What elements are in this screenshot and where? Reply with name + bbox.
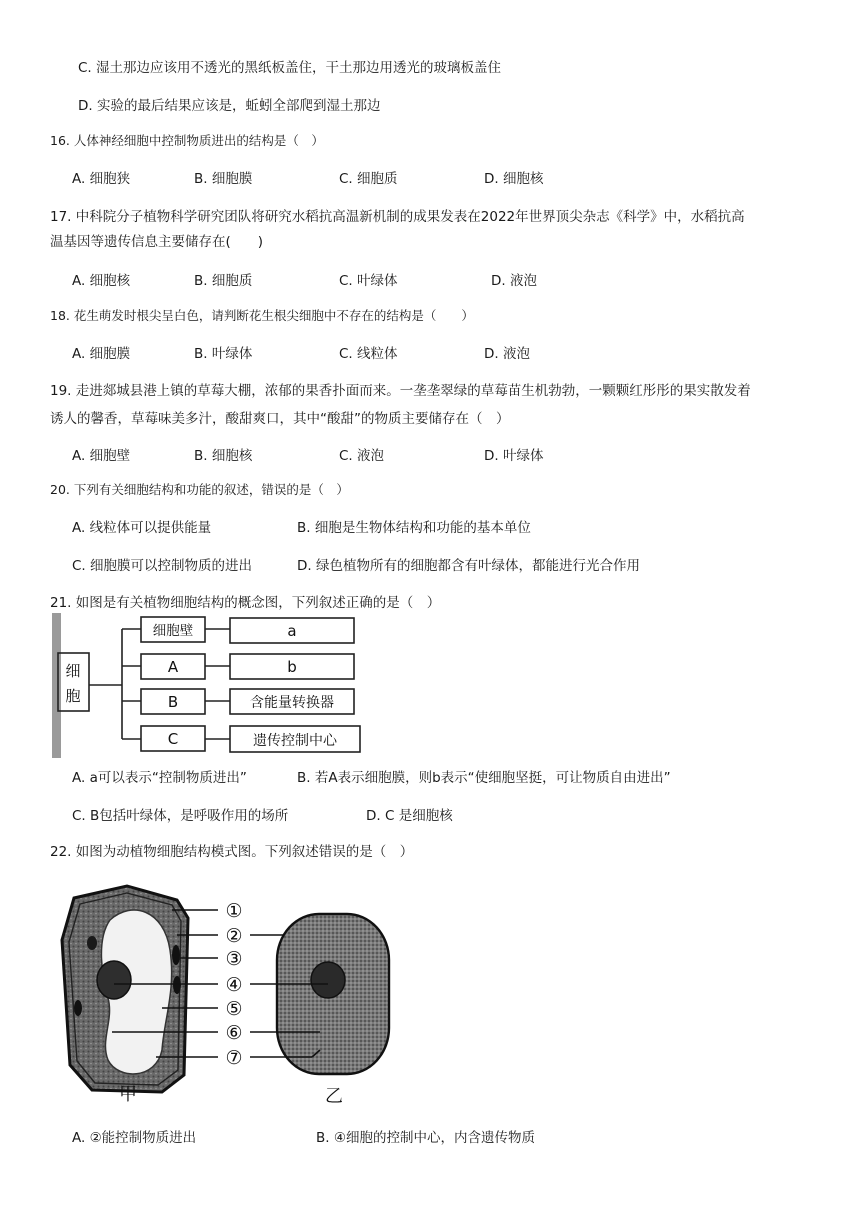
q16-stem: 16. 人体神经细胞中控制物质进出的结构是（ ）	[50, 133, 324, 148]
q16-option-b: B. 细胞膜	[194, 171, 253, 187]
label-4: ④	[225, 974, 243, 996]
q20-option-d: D. 绿色植物所有的细胞都含有叶绿体，都能进行光合作用	[297, 558, 640, 574]
root-label-1: 细	[65, 662, 81, 680]
q17-stem-line1: 17. 中科院分子植物科学研究团队将研究水稻抗高温新机制的成果发表在2022年世界顶尖杂志《科学》中，水稻抗高	[50, 209, 745, 225]
chloroplast-1	[172, 945, 180, 965]
q20-option-c: C. 细胞膜可以控制物质的进出	[72, 558, 253, 574]
animal-cell	[277, 914, 389, 1074]
q21-option-b: B. 若A表示细胞膜，则b表示“使细胞坚挺，可让物质自由进出”	[297, 770, 671, 786]
q21-stem: 21. 如图是有关植物细胞结构的概念图，下列叙述正确的是（ ）	[50, 595, 441, 611]
branch-label-c: C	[167, 730, 179, 748]
q18-option-b: B. 叶绿体	[194, 346, 253, 362]
q20-stem: 20. 下列有关细胞结构和功能的叙述，错误的是（ ）	[50, 482, 349, 497]
leaf-label-a: a	[287, 622, 297, 640]
q18-stem: 18. 花生萌发时根尖呈白色，请判断花生根尖细胞中不存在的结构是（ ）	[50, 308, 474, 323]
q18-option-a: A. 细胞膜	[72, 346, 131, 362]
q22-option-a: A. ②能控制物质进出	[72, 1130, 197, 1146]
label-6: ⑥	[225, 1022, 243, 1044]
q16-option-c: C. 细胞质	[339, 171, 398, 187]
q20-option-a: A. 线粒体可以提供能量	[72, 520, 212, 536]
q19-option-b: B. 细胞核	[194, 448, 253, 464]
plant-cell-nucleus	[97, 961, 131, 999]
scan-edge-shading	[52, 613, 61, 758]
leaf-label-genetic-center: 遗传控制中心	[253, 733, 337, 749]
q19-stem-line2: 诱人的馨香，草莓味美多汁，酸甜爽口，其中“酸甜”的物质主要储存在（ ）	[50, 411, 510, 427]
caption-plant-cell: 甲	[119, 1084, 137, 1105]
branch-label-a: A	[167, 658, 179, 676]
label-1: ①	[225, 900, 243, 922]
branch-label-cell-wall: 细胞壁	[152, 623, 194, 639]
q22-stem: 22. 如图为动植物细胞结构模式图。下列叙述错误的是（ ）	[50, 844, 414, 860]
q21-option-d: D. C 是细胞核	[366, 808, 453, 824]
q15-option-d: D. 实验的最后结果应该是，蚯蚓全部爬到湿土那边	[78, 98, 381, 114]
label-7: ⑦	[225, 1047, 243, 1069]
root-label-2: 胞	[65, 687, 81, 705]
q17-option-a: A. 细胞核	[72, 273, 131, 289]
chloroplast-3	[74, 1000, 82, 1016]
q18-option-c: C. 线粒体	[339, 346, 398, 362]
leaf-label-b: b	[287, 658, 297, 676]
animal-plant-cell-diagram	[52, 880, 402, 1105]
q19-stem-line1: 19. 走进郯城县港上镇的草莓大棚，浓郁的果香扑面而来。一垄垄翠绿的草莓苗生机勃勃，一颗颗红彤彤的果实散发着	[50, 383, 751, 399]
label-3: ③	[225, 948, 243, 970]
q22-option-b: B. ④细胞的控制中心，内含遗传物质	[316, 1130, 535, 1146]
label-2: ②	[225, 925, 243, 947]
q20-option-b: B. 细胞是生物体结构和功能的基本单位	[297, 520, 531, 536]
q19-option-a: A. 细胞壁	[72, 448, 131, 464]
q19-option-d: D. 叶绿体	[484, 448, 544, 464]
chloroplast-2	[173, 976, 181, 994]
q16-option-a: A. 细胞狭	[72, 171, 131, 187]
q17-option-c: C. 叶绿体	[339, 273, 398, 289]
q21-option-c: C. B包括叶绿体，是呼吸作用的场所	[72, 808, 289, 824]
q21-option-a: A. a可以表示“控制物质进出”	[72, 770, 247, 786]
q18-option-d: D. 液泡	[484, 346, 530, 362]
caption-animal-cell: 乙	[325, 1086, 343, 1105]
q15-option-c: C. 湿土那边应该用不透光的黑纸板盖住，干土那边用透光的玻璃板盖住	[78, 60, 502, 76]
chloroplast-4	[87, 936, 97, 950]
cell-concept-diagram	[52, 613, 372, 758]
animal-cell-nucleus	[311, 962, 345, 998]
label-5: ⑤	[225, 998, 243, 1020]
q17-option-b: B. 细胞质	[194, 273, 253, 289]
plant-cell	[62, 886, 188, 1092]
q16-option-d: D. 细胞核	[484, 171, 544, 187]
q17-option-d: D. 液泡	[491, 273, 537, 289]
q17-stem-line2: 温基因等遗传信息主要储存在( )	[50, 234, 264, 250]
leaf-label-energy: 含能量转换器	[250, 695, 334, 711]
q19-option-c: C. 液泡	[339, 448, 385, 464]
branch-label-b: B	[167, 693, 179, 711]
